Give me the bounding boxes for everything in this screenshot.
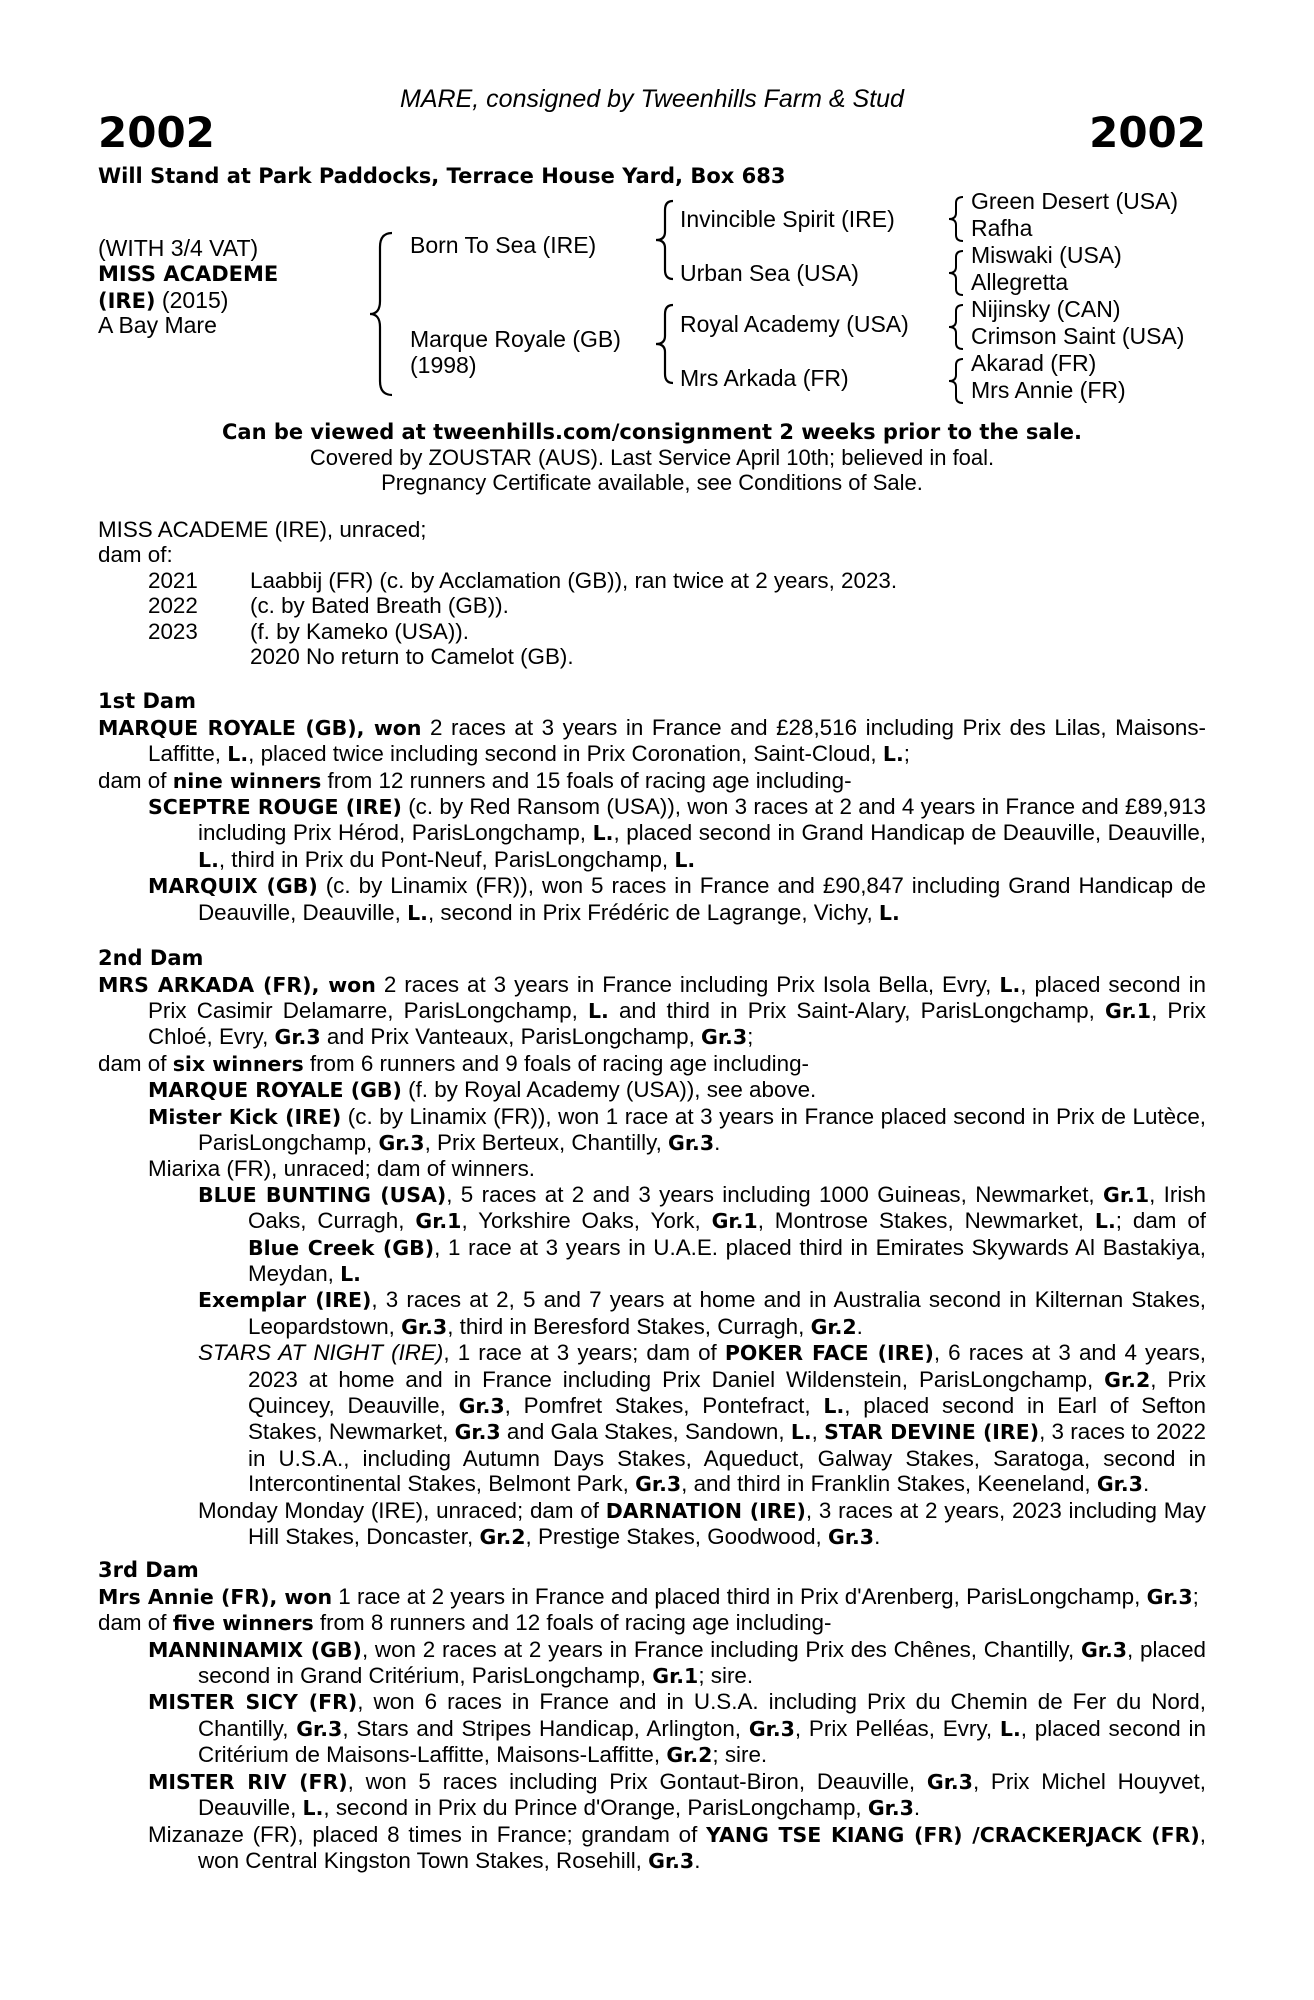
- pedigree-dsd: Crimson Saint (USA): [971, 323, 1185, 349]
- horse-description: A Bay Mare: [98, 312, 217, 338]
- pedigree-block: [98, 188, 1206, 414]
- first-dam-name: MARQUE ROYALE (GB): [98, 715, 357, 740]
- progeny-entry: Mizanaze (FR), placed 8 times in France; grandam of YANG TSE KIANG (FR) /CRACKERJACK (FR), won Central Kingston Town Stakes, Rosehill, Gr.3.: [148, 1821, 1206, 1873]
- stand-location: Will Stand at Park Paddocks, Terrace House Yard, Box 683: [98, 164, 786, 188]
- produce-text: 2020 No return to Camelot (GB).: [250, 644, 574, 670]
- brace-ds: [946, 302, 966, 352]
- brace-ss: [946, 194, 966, 244]
- brace-horse: [368, 229, 398, 399]
- second-dam-heading: 2nd Dam: [98, 946, 204, 971]
- grand-progeny-entry: BLUE BUNTING (USA), 5 races at 2 and 3 years including 1000 Guineas, Newmarket, Gr.1, Irish Oaks, Curragh, Gr.1, Yorkshire Oaks, York, Gr.1, Montrose Stakes, Newmarket, L.; dam of Blue Creek (GB), 1 race at 3 years in U.A.E. placed third in Emirates Skywards Al Bastakiya, Meydan, L.: [198, 1181, 1206, 1286]
- catalogue-page: [98, 82, 1206, 1874]
- produce-text: Laabbij (FR) (c. by Acclamation (GB)), ran twice at 2 years, 2023.: [250, 567, 898, 593]
- pedigree-sss: Green Desert (USA): [971, 188, 1179, 214]
- brace-dam: [653, 302, 677, 386]
- progeny-entry: Mister Kick (IRE) (c. by Linamix (FR)), won 1 race at 3 years in France placed second in Prix de Lutèce, ParisLongchamp, Gr.3, Prix Berteux, Chantilly, Gr.3.: [148, 1103, 1206, 1155]
- first-dam-heading: 1st Dam: [98, 689, 196, 714]
- vat-note: (WITH 3/4 VAT): [98, 235, 259, 261]
- viewing-note: Can be viewed at tweenhills.com/consignment 2 weeks prior to the sale.: [222, 420, 1082, 444]
- horse-country: (IRE): [98, 289, 156, 313]
- pedigree-dam-dam: Mrs Arkada (FR): [680, 365, 849, 391]
- horse-name: MISS ACADEME: [98, 262, 279, 286]
- progeny-entry: Miarixa (FR), unraced; dam of winners.: [148, 1156, 535, 1182]
- progeny-entry: MISTER RIV (FR), won 5 races including Prix Gontaut-Biron, Deauville, Gr.3, Prix Michel Houyvet, Deauville, L., second in Prix du Prince d'Orange, ParisLongchamp, Gr.3.: [148, 1768, 1206, 1821]
- third-dam-entry: Mrs Annie (FR), won 1 race at 2 years in France and placed third in Prix d'Arenberg, ParisLongchamp, Gr.3;: [98, 1583, 1199, 1609]
- grand-progeny-entry: Exemplar (IRE), 3 races at 2, 5 and 7 years at home and in Australia second in Kilternan Stakes, Leopardstown, Gr.3, third in Beresford Stakes, Curragh, Gr.2.: [198, 1287, 1206, 1339]
- horse-year: (2015): [155, 287, 229, 313]
- produce-year: 2023: [148, 618, 198, 644]
- produce-section: [98, 517, 1206, 669]
- pedigree-ddd: Mrs Annie (FR): [971, 377, 1126, 403]
- pedigree-dam: Marque Royale (GB): [410, 326, 621, 352]
- brace-dd: [946, 356, 966, 406]
- third-dam-heading: 3rd Dam: [98, 1558, 199, 1583]
- second-dam-entry: MRS ARKADA (FR), won 2 races at 3 years in France including Prix Isola Bella, Evry, L., placed second in Prix Casimir Delamarre, ParisLongchamp, L. and third in Prix Saint-Alary, ParisLongchamp, Gr.1, Prix Chloé, Evry, Gr.3 and Prix Vanteaux, ParisLongchamp, Gr.3;: [98, 971, 1207, 1050]
- produce-row: [148, 619, 897, 644]
- pedigree-sdd: Allegretta: [971, 269, 1069, 295]
- produce-text: (c. by Bated Breath (GB)).: [250, 593, 509, 619]
- lot-number-right: 2002: [1089, 108, 1206, 157]
- produce-row: [148, 644, 897, 669]
- lot-number-left: 2002: [98, 108, 215, 157]
- produce-table: [148, 568, 897, 670]
- produce-damof: dam of:: [98, 542, 173, 568]
- produce-row: [148, 593, 897, 618]
- progeny-entry: MANNINAMIX (GB), won 2 races at 2 years in France including Prix des Chênes, Chantilly, Gr.3, placed second in Grand Critérium, ParisLongchamp, Gr.1; sire.: [148, 1636, 1206, 1689]
- progeny-entry: MISTER SICY (FR), won 6 races in France and in U.S.A. including Prix du Chemin de Fer du Nord, Chantilly, Gr.3, Stars and Stripes Handicap, Arlington, Gr.3, Prix Pelléas, Evry, L., placed second in Critérium de Maisons-Laffitte, Maisons-Laffitte, Gr.2; sire.: [148, 1689, 1206, 1768]
- grand-progeny-entry: Monday Monday (IRE), unraced; dam of DARNATION (IRE), 3 races at 2 years, 2023 including May Hill Stakes, Doncaster, Gr.2, Prestige Stakes, Goodwood, Gr.3.: [198, 1497, 1206, 1550]
- pedigree-sds: Miswaki (USA): [971, 242, 1122, 268]
- grand-progeny-entry: STARS AT NIGHT (IRE), 1 race at 3 years; dam of POKER FACE (IRE), 6 races at 3 and 4 years, 2023 at home and in France including Prix Daniel Wildenstein, ParisLongchamp, Gr.2, Prix Quincey, Deauville, Gr.3, Pomfret Stakes, Pontefract, L., placed second in Earl of Sefton Stakes, Newmarket, Gr.3 and Gala Stakes, Sandown, L., STAR DEVINE (IRE), 3 races to 2022 in U.S.A., including Autumn Days Stakes, Aqueduct, Galway Stakes, Saratoga, second in Intercontinental Stakes, Belmont Park, Gr.3, and third in Franklin Stakes, Keeneland, Gr.3.: [198, 1340, 1206, 1497]
- produce-text: (f. by Kameko (USA)).: [250, 618, 469, 644]
- produce-year: [148, 644, 250, 669]
- brace-sd: [946, 248, 966, 298]
- pedigree-dss: Nijinsky (CAN): [971, 296, 1121, 322]
- progeny-entry: SCEPTRE ROUGE (IRE) (c. by Red Ransom (USA)), won 3 races at 2 and 4 years in France and £89,913 including Prix Hérod, ParisLongchamp, L., placed second in Grand Handicap de Deauville, Deauville, L., third in Prix du Pont-Neuf, ParisLongchamp, L.: [148, 794, 1206, 872]
- brace-sire: [653, 198, 677, 282]
- pedigree-dds: Akarad (FR): [971, 350, 1097, 376]
- third-dam-section: [98, 1558, 1206, 1874]
- pedigree-ssd: Rafha: [971, 215, 1033, 241]
- first-dam-entry: MARQUE ROYALE (GB), won 2 races at 3 years in France and £28,516 including Prix des Lilas, Maisons-Laffitte, L., placed twice including second in Prix Coronation, Saint-Cloud, L.;: [98, 714, 1206, 767]
- produce-year: 2021: [148, 567, 198, 593]
- second-dam-damof: dam of six winners from 6 runners and 9 foals of racing age including-: [98, 1050, 809, 1076]
- produce-intro: MISS ACADEME (IRE), unraced;: [98, 517, 427, 542]
- second-dam-section: [98, 946, 1206, 1550]
- pedigree-sire-dam: Urban Sea (USA): [680, 260, 859, 286]
- third-dam-damof: dam of five winners from 8 runners and 12 foals of racing age including-: [98, 1610, 832, 1636]
- won-label: , won: [356, 715, 422, 740]
- pedigree-sire: Born To Sea (IRE): [410, 232, 597, 258]
- horse-name-suffix: [98, 287, 228, 314]
- progeny-entry: MARQUIX (GB) (c. by Linamix (FR)), won 5 races in France and £90,847 including Grand Handicap de Deauville, Deauville, L., second in Prix Frédéric de Lagrange, Vichy, L.: [148, 873, 1207, 925]
- lot-number-row: [98, 110, 1206, 160]
- first-dam-section: [98, 689, 1206, 926]
- produce-year: 2022: [148, 593, 198, 619]
- pedigree-sire-sire: Invincible Spirit (IRE): [680, 206, 895, 232]
- consignor-line: MARE, consigned by Tweenhills Farm & Stud: [400, 85, 904, 113]
- first-dam-damof: dam of nine winners from 12 runners and 15 foals of racing age including-: [98, 767, 852, 793]
- pedigree-dam-sire: Royal Academy (USA): [680, 311, 909, 337]
- pedigree-dam-year: (1998): [410, 352, 477, 378]
- certificate-note: Pregnancy Certificate available, see Conditions of Sale.: [381, 470, 923, 495]
- progeny-entry: MARQUE ROYALE (GB) (f. by Royal Academy (USA)), see above.: [148, 1077, 817, 1103]
- produce-row: [148, 568, 897, 593]
- sale-notes: [98, 420, 1206, 495]
- covered-note: Covered by ZOUSTAR (AUS). Last Service April 10th; believed in foal.: [309, 445, 995, 470]
